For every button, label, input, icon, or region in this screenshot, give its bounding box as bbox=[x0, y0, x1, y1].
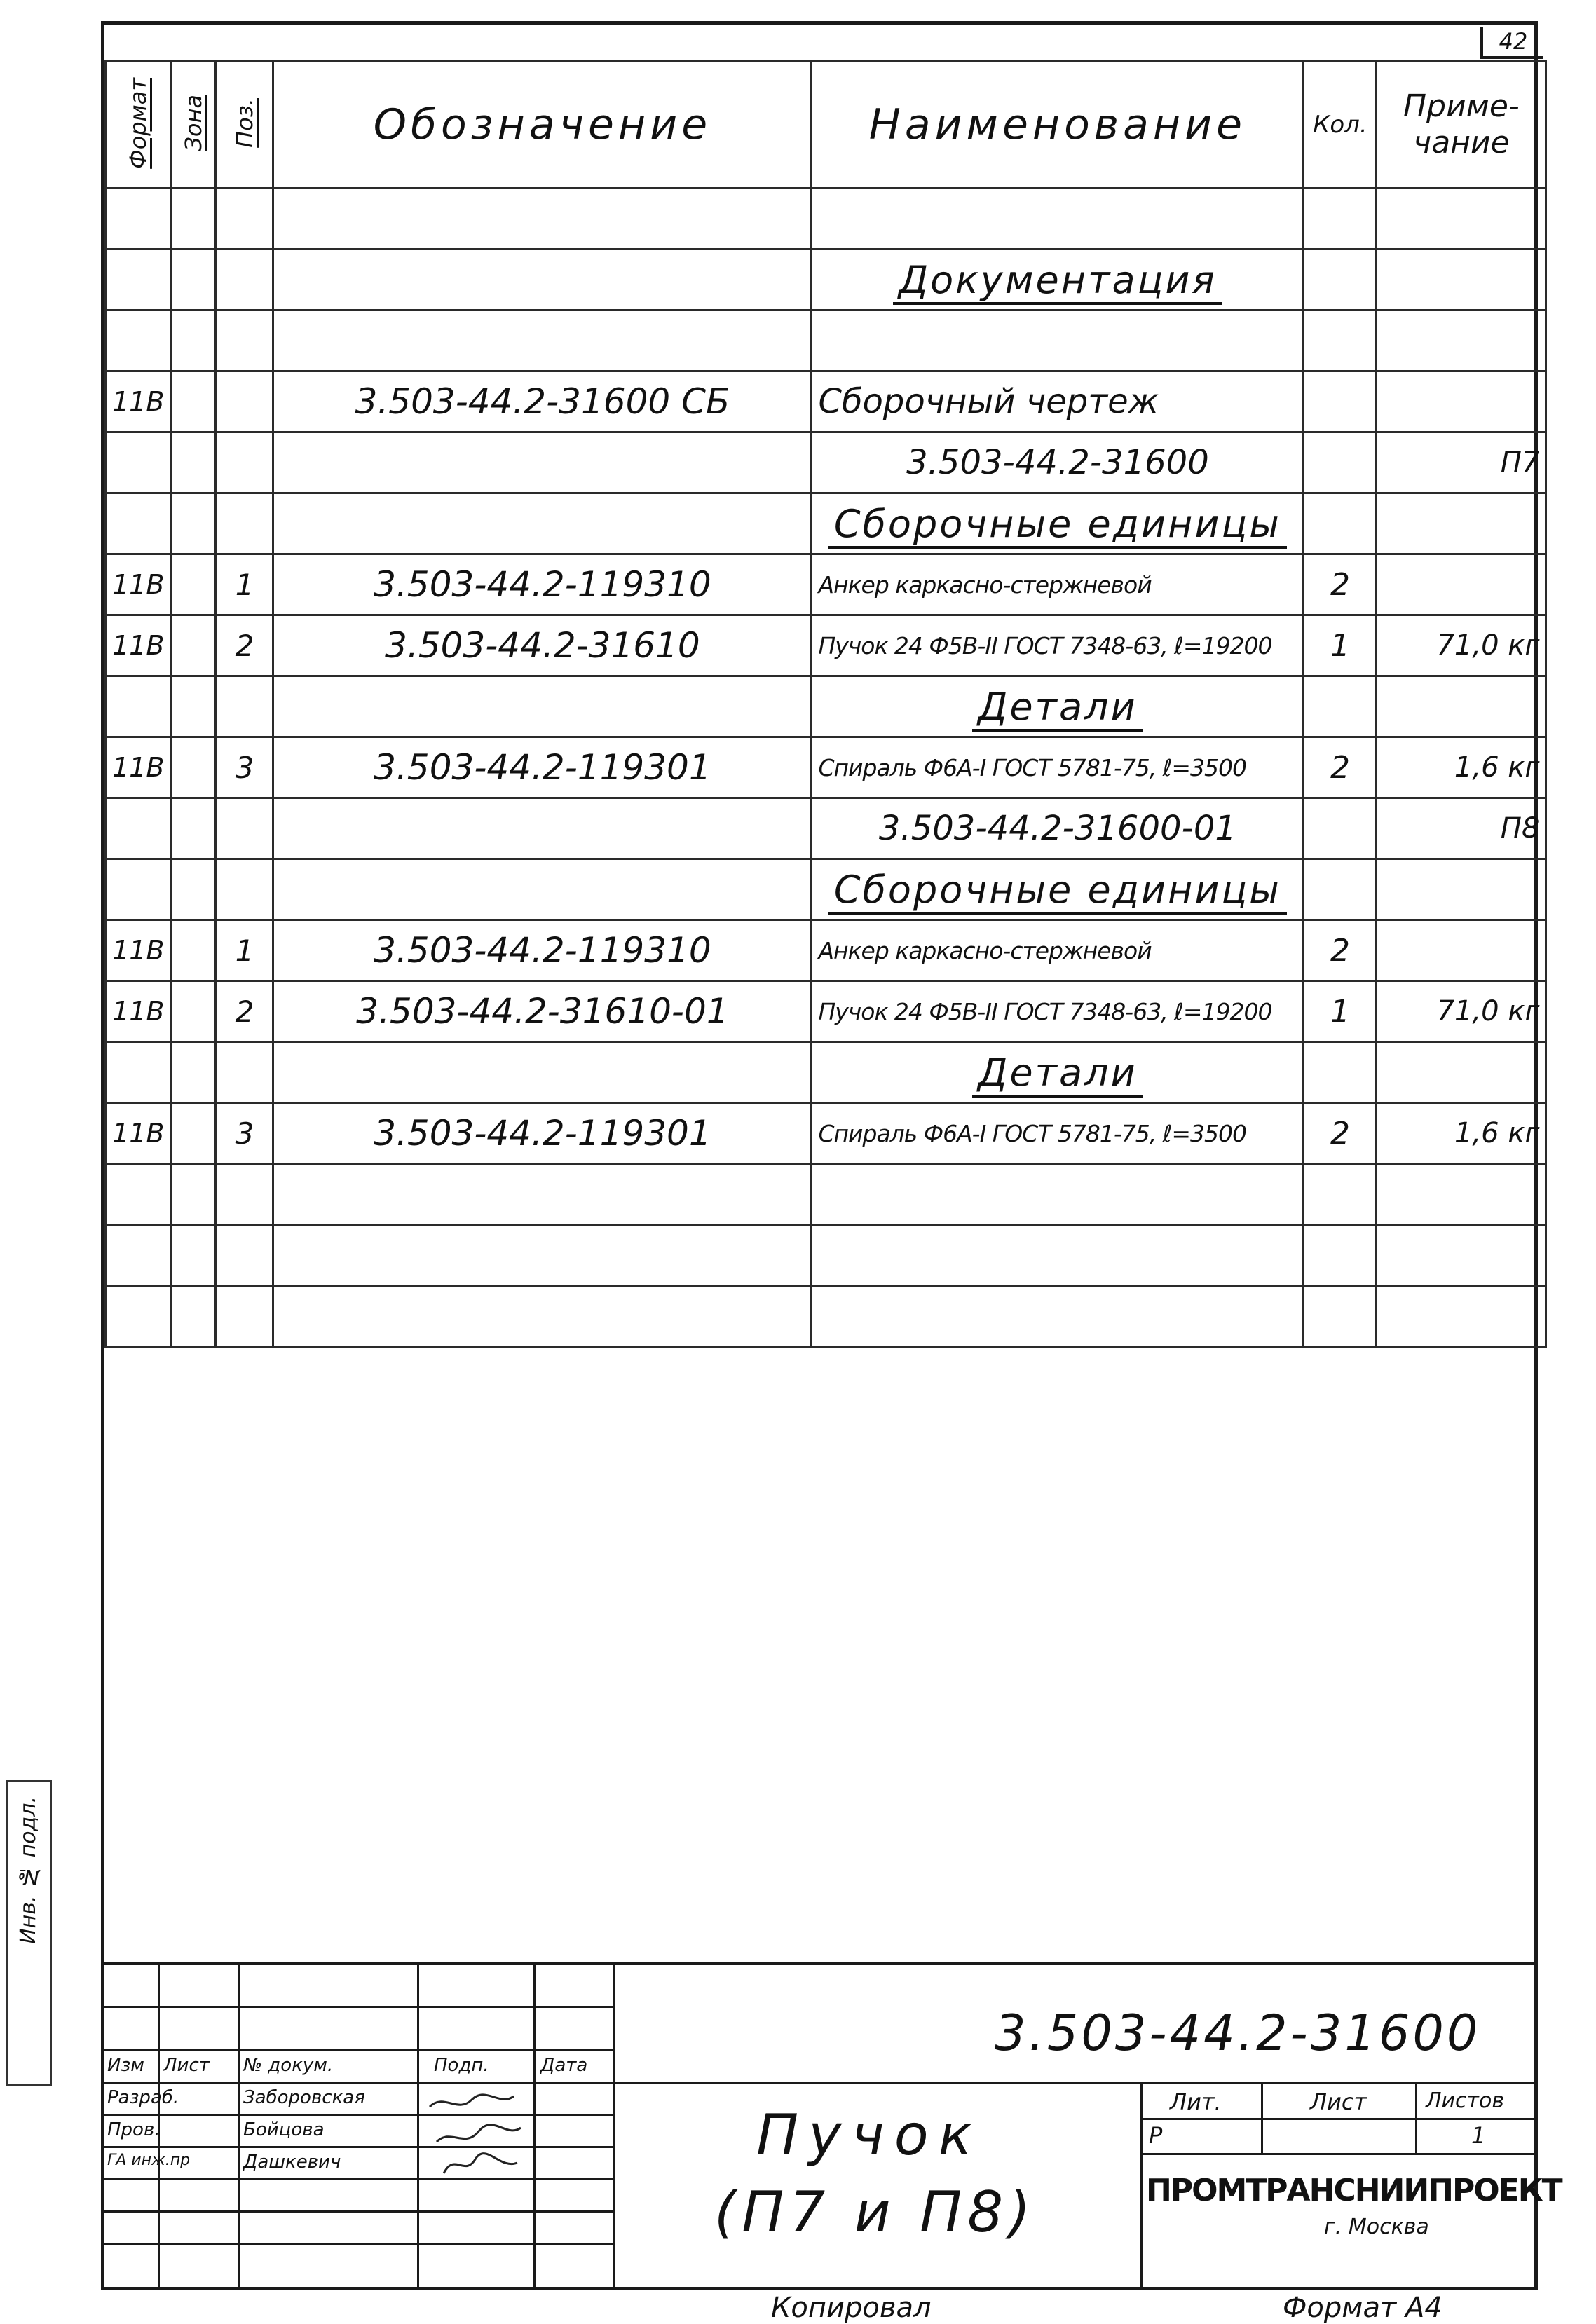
col-date: Дата bbox=[540, 2055, 588, 2076]
cell-quantity bbox=[1304, 798, 1377, 859]
table-row bbox=[106, 615, 1546, 676]
name-chief-engineer: Дашкевич bbox=[243, 2152, 341, 2173]
header-pos: Поз. bbox=[216, 61, 273, 189]
cell-note: П7 bbox=[1377, 432, 1546, 493]
header-name: Наименование bbox=[812, 61, 1304, 189]
cell-designation bbox=[273, 1164, 812, 1225]
cell-position bbox=[216, 1286, 273, 1347]
cell-format bbox=[106, 310, 171, 371]
table-row bbox=[106, 554, 1546, 615]
cell-format: 11В bbox=[106, 737, 171, 798]
cell-position: 3 bbox=[216, 1103, 273, 1164]
table-row bbox=[106, 981, 1546, 1042]
cell-note bbox=[1377, 554, 1546, 615]
cell-quantity: 1 bbox=[1304, 981, 1377, 1042]
organization-city: г. Москва bbox=[1324, 2215, 1429, 2239]
cell-designation bbox=[273, 676, 812, 737]
cell-designation bbox=[273, 1286, 812, 1347]
cell-note bbox=[1377, 189, 1546, 250]
cell-name: Сборочный чертеж bbox=[812, 371, 1304, 432]
footer-format: Формат А4 bbox=[1283, 2292, 1442, 2324]
cell-zone bbox=[171, 1225, 216, 1286]
cell-zone bbox=[171, 493, 216, 554]
cell-designation bbox=[273, 432, 812, 493]
table-row bbox=[106, 737, 1546, 798]
footer-copied: Копировал bbox=[771, 2292, 932, 2324]
section-row bbox=[106, 1042, 1546, 1103]
cell-zone bbox=[171, 1286, 216, 1347]
cell-designation bbox=[273, 310, 812, 371]
cell-note bbox=[1377, 310, 1546, 371]
cell-format bbox=[106, 432, 171, 493]
cell-designation: 3.503-44.2-119301 bbox=[273, 1103, 812, 1164]
name-checker: Бойцова bbox=[243, 2119, 325, 2140]
cell-quantity bbox=[1304, 493, 1377, 554]
cell-name bbox=[812, 310, 1304, 371]
cell-format: 11В bbox=[106, 615, 171, 676]
cell-position: 1 bbox=[216, 920, 273, 981]
cell-position: 2 bbox=[216, 615, 273, 676]
cell-section-title bbox=[812, 859, 1304, 920]
cell-note: 1,6 кг bbox=[1377, 737, 1546, 798]
cell-designation: 3.503-44.2-119301 bbox=[273, 737, 812, 798]
cell-position bbox=[216, 1225, 273, 1286]
table-row bbox=[106, 189, 1546, 250]
col-change: Изм bbox=[107, 2055, 144, 2076]
document-title-line1: Пучок bbox=[756, 2103, 983, 2168]
cell-zone bbox=[171, 250, 216, 310]
cell-note bbox=[1377, 920, 1546, 981]
cell-designation bbox=[273, 859, 812, 920]
cell-format: 11В bbox=[106, 1103, 171, 1164]
cell-position bbox=[216, 371, 273, 432]
table-row bbox=[106, 1225, 1546, 1286]
cell-format bbox=[106, 1225, 171, 1286]
cell-zone bbox=[171, 737, 216, 798]
cell-zone bbox=[171, 1103, 216, 1164]
cell-quantity bbox=[1304, 371, 1377, 432]
lit-value: Р bbox=[1149, 2122, 1163, 2149]
cell-note bbox=[1377, 859, 1546, 920]
cell-format bbox=[106, 250, 171, 310]
header-qty: Кол. bbox=[1304, 61, 1377, 189]
table-row bbox=[106, 920, 1546, 981]
cell-section-title bbox=[812, 676, 1304, 737]
table-row bbox=[106, 1164, 1546, 1225]
cell-position bbox=[216, 798, 273, 859]
section-row bbox=[106, 859, 1546, 920]
cell-zone bbox=[171, 371, 216, 432]
section-row bbox=[106, 493, 1546, 554]
cell-quantity: 2 bbox=[1304, 737, 1377, 798]
cell-quantity bbox=[1304, 859, 1377, 920]
cell-name: 3.503-44.2-31600 bbox=[812, 432, 1304, 493]
role-developer: Разраб. bbox=[107, 2087, 179, 2108]
cell-designation: 3.503-44.2-119310 bbox=[273, 920, 812, 981]
col-doc: № докум. bbox=[243, 2055, 334, 2076]
name-developer: Заборовская bbox=[243, 2087, 365, 2108]
section-title: Документация bbox=[893, 258, 1222, 305]
cell-note: 71,0 кг bbox=[1377, 615, 1546, 676]
cell-quantity bbox=[1304, 250, 1377, 310]
cell-designation: 3.503-44.2-119310 bbox=[273, 554, 812, 615]
table-header-row bbox=[106, 61, 1546, 189]
col-sheet: Лист bbox=[163, 2055, 210, 2076]
cell-quantity: 2 bbox=[1304, 1103, 1377, 1164]
lit-label: Лит. bbox=[1170, 2089, 1222, 2115]
cell-zone bbox=[171, 676, 216, 737]
cell-quantity: 2 bbox=[1304, 554, 1377, 615]
cell-position bbox=[216, 1042, 273, 1103]
cell-name bbox=[812, 1225, 1304, 1286]
cell-quantity bbox=[1304, 1164, 1377, 1225]
cell-name: Анкер каркасно-стержневой bbox=[812, 920, 1304, 981]
specification-table bbox=[104, 60, 1547, 1348]
cell-name: 3.503-44.2-31600-01 bbox=[812, 798, 1304, 859]
table-row bbox=[106, 1286, 1546, 1347]
section-title: Детали bbox=[972, 1051, 1143, 1098]
cell-position bbox=[216, 493, 273, 554]
section-title: Сборочные единицы bbox=[828, 502, 1287, 549]
cell-format bbox=[106, 798, 171, 859]
cell-format bbox=[106, 1042, 171, 1103]
cell-note bbox=[1377, 250, 1546, 310]
inventory-stamp: Инв. № подл. bbox=[6, 1780, 52, 2086]
cell-position bbox=[216, 1164, 273, 1225]
cell-zone bbox=[171, 859, 216, 920]
cell-quantity bbox=[1304, 432, 1377, 493]
cell-designation bbox=[273, 250, 812, 310]
cell-name bbox=[812, 189, 1304, 250]
signatures-icon bbox=[423, 2086, 528, 2184]
cell-zone bbox=[171, 432, 216, 493]
table-row bbox=[106, 310, 1546, 371]
sheet-number: 42 bbox=[1480, 27, 1543, 59]
organization-name: ПРОМТРАНСНИИПРОЕКТ bbox=[1146, 2173, 1562, 2208]
cell-zone bbox=[171, 798, 216, 859]
cell-format bbox=[106, 493, 171, 554]
cell-designation bbox=[273, 1042, 812, 1103]
cell-note bbox=[1377, 1225, 1546, 1286]
cell-quantity: 2 bbox=[1304, 920, 1377, 981]
section-row bbox=[106, 676, 1546, 737]
cell-note bbox=[1377, 676, 1546, 737]
role-chief-engineer: ГА инж.пр bbox=[107, 2152, 191, 2169]
table-row bbox=[106, 371, 1546, 432]
header-format: Формат bbox=[106, 61, 171, 189]
cell-position bbox=[216, 189, 273, 250]
cell-designation bbox=[273, 1225, 812, 1286]
cell-zone bbox=[171, 615, 216, 676]
cell-name: Спираль Ф6А-I ГОСТ 5781-75, ℓ=3500 bbox=[812, 1103, 1304, 1164]
cell-zone bbox=[171, 920, 216, 981]
cell-zone bbox=[171, 1042, 216, 1103]
cell-zone bbox=[171, 310, 216, 371]
cell-designation bbox=[273, 798, 812, 859]
cell-format: 11В bbox=[106, 371, 171, 432]
cell-position: 1 bbox=[216, 554, 273, 615]
cell-position bbox=[216, 432, 273, 493]
cell-note bbox=[1377, 1042, 1546, 1103]
cell-format bbox=[106, 859, 171, 920]
cell-format: 11В bbox=[106, 554, 171, 615]
cell-name: Спираль Ф6А-I ГОСТ 5781-75, ℓ=3500 bbox=[812, 737, 1304, 798]
cell-quantity bbox=[1304, 310, 1377, 371]
cell-position bbox=[216, 310, 273, 371]
cell-format: 11В bbox=[106, 920, 171, 981]
title-block bbox=[104, 1962, 1562, 2287]
role-checker: Пров. bbox=[107, 2119, 161, 2140]
sheets-label: Листов bbox=[1426, 2089, 1505, 2113]
cell-zone bbox=[171, 189, 216, 250]
cell-note bbox=[1377, 1286, 1546, 1347]
cell-note: 71,0 кг bbox=[1377, 981, 1546, 1042]
cell-designation: 3.503-44.2-31610-01 bbox=[273, 981, 812, 1042]
section-title: Детали bbox=[972, 685, 1143, 732]
section-title: Сборочные единицы bbox=[828, 868, 1287, 915]
cell-format: 11В bbox=[106, 981, 171, 1042]
header-zone: Зона bbox=[171, 61, 216, 189]
cell-note bbox=[1377, 1164, 1546, 1225]
cell-quantity bbox=[1304, 1286, 1377, 1347]
cell-format bbox=[106, 676, 171, 737]
cell-section-title bbox=[812, 493, 1304, 554]
section-row bbox=[106, 250, 1546, 310]
cell-name bbox=[812, 1286, 1304, 1347]
cell-position bbox=[216, 250, 273, 310]
header-designation: Обозначение bbox=[273, 61, 812, 189]
cell-zone bbox=[171, 981, 216, 1042]
cell-section-title bbox=[812, 250, 1304, 310]
cell-position bbox=[216, 676, 273, 737]
table-row bbox=[106, 432, 1546, 493]
cell-quantity: 1 bbox=[1304, 615, 1377, 676]
cell-format bbox=[106, 189, 171, 250]
cell-designation bbox=[273, 189, 812, 250]
cell-position bbox=[216, 859, 273, 920]
document-code: 3.503-44.2-31600 bbox=[995, 2004, 1481, 2062]
cell-quantity bbox=[1304, 676, 1377, 737]
cell-position: 2 bbox=[216, 981, 273, 1042]
cell-position: 3 bbox=[216, 737, 273, 798]
cell-designation: 3.503-44.2-31600 СБ bbox=[273, 371, 812, 432]
table-row bbox=[106, 798, 1546, 859]
cell-designation: 3.503-44.2-31610 bbox=[273, 615, 812, 676]
sheets-value: 1 bbox=[1471, 2122, 1486, 2149]
col-sign: Подп. bbox=[434, 2055, 489, 2076]
cell-format bbox=[106, 1286, 171, 1347]
cell-note: П8 bbox=[1377, 798, 1546, 859]
cell-zone bbox=[171, 1164, 216, 1225]
cell-name bbox=[812, 1164, 1304, 1225]
cell-name: Пучок 24 Ф5В-II ГОСТ 7348-63, ℓ=19200 bbox=[812, 981, 1304, 1042]
header-note: Приме- чание bbox=[1377, 61, 1546, 189]
cell-name: Пучок 24 Ф5В-II ГОСТ 7348-63, ℓ=19200 bbox=[812, 615, 1304, 676]
cell-note bbox=[1377, 371, 1546, 432]
cell-name: Анкер каркасно-стержневой bbox=[812, 554, 1304, 615]
table-body bbox=[106, 189, 1546, 1347]
cell-note bbox=[1377, 493, 1546, 554]
sheet-label: Лист bbox=[1310, 2089, 1367, 2115]
table-row bbox=[106, 1103, 1546, 1164]
cell-note: 1,6 кг bbox=[1377, 1103, 1546, 1164]
cell-quantity bbox=[1304, 1225, 1377, 1286]
cell-format bbox=[106, 1164, 171, 1225]
cell-section-title bbox=[812, 1042, 1304, 1103]
cell-quantity bbox=[1304, 1042, 1377, 1103]
document-title-line2: (П7 и П8) bbox=[714, 2180, 1037, 2245]
cell-zone bbox=[171, 554, 216, 615]
cell-quantity bbox=[1304, 189, 1377, 250]
cell-designation bbox=[273, 493, 812, 554]
